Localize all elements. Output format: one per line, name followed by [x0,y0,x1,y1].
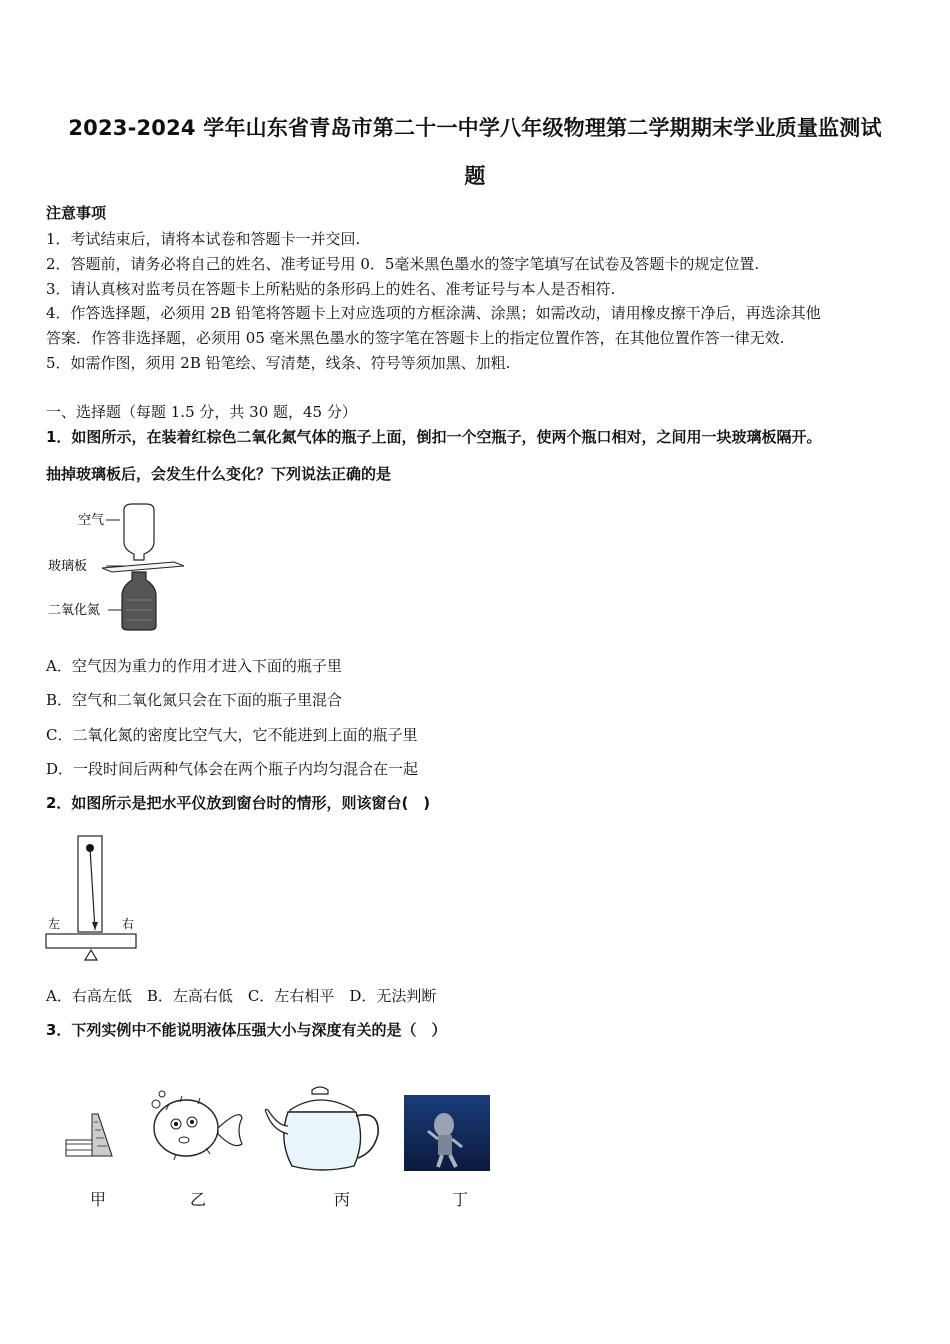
notice-item: 1．考试结束后，请将本试卷和答题卡一并交回. [46,230,361,248]
fish-figure [146,1088,246,1164]
caption-jia: 甲 [90,1190,107,1209]
label-glass: 玻璃板 [48,559,88,574]
page-title-continued: 题 [464,164,486,188]
notice-item: 答案．作答非选择题，必须用 05 毫米黑色墨水的签字笔在答题卡上的指定位置作答，在其他位置作答一律无效. [46,329,785,347]
question-2-options: A．右高左低 B．左高右低 C．左右相平 D．无法判断 [46,987,437,1005]
label-no2: 二氧化氮 [48,603,101,618]
question-3-stem: 3．下列实例中不能说明液体压强大小与深度有关的是（ ） [46,1021,447,1039]
notice-item: 3．请认真核对监考员在答题卡上所粘贴的条形码上的姓名、准考证号与本人是否相符. [46,280,616,298]
diver-photo [404,1095,490,1171]
caption-ding: 丁 [452,1190,469,1209]
question-2-stem: 2．如图所示是把水平仪放到窗台时的情形，则该窗台( ) [46,794,431,812]
question-1-stem: 1．如图所示，在装着红棕色二氧化氮气体的瓶子上面，倒扣一个空瓶子，使两个瓶口相对，之间用一块玻璃板隔开。 [46,428,822,446]
label-air: 空气 [78,513,105,528]
page-title: 2023-2024 学年山东省青岛市第二十一中学八年级物理第二学期期末学业质量监测试 [68,116,882,140]
dam-figure [62,1110,114,1160]
notice-item: 4．作答选择题，必须用 2B 铅笔将答题卡上对应选项的方框涂满、涂黑；如需改动，请用橡皮擦干净后，再选涂其他 [46,304,821,322]
notice-heading: 注意事项 [46,204,107,222]
caption-bing: 丙 [334,1190,351,1209]
teapot-figure [262,1082,382,1176]
label-left: 左 [48,917,61,931]
option-b: B．空气和二氧化氮只会在下面的瓶子里混合 [46,691,343,709]
section-heading: 一、选择题（每题 1.5 分，共 30 题，45 分） [46,403,357,421]
caption-yi: 乙 [190,1190,207,1209]
question-1-stem-cont: 抽掉玻璃板后，会发生什么变化？下列说法正确的是 [46,465,392,483]
level-figure [44,832,144,964]
label-right: 右 [122,917,135,931]
bottles-figure [44,500,194,635]
notice-item: 5．如需作图，须用 2B 铅笔绘、写清楚，线条、符号等须加黑、加粗. [46,354,511,372]
notice-item: 2．答题前，请务必将自己的姓名、准考证号用 0．5毫米黑色墨水的签字笔填写在试卷及答题卡的规定位置. [46,255,760,273]
option-c: C．二氧化氮的密度比空气大，它不能进到上面的瓶子里 [46,726,418,744]
option-a: A．空气因为重力的作用才进入下面的瓶子里 [46,657,342,675]
option-d: D．一段时间后两种气体会在两个瓶子内均匀混合在一起 [46,760,419,778]
